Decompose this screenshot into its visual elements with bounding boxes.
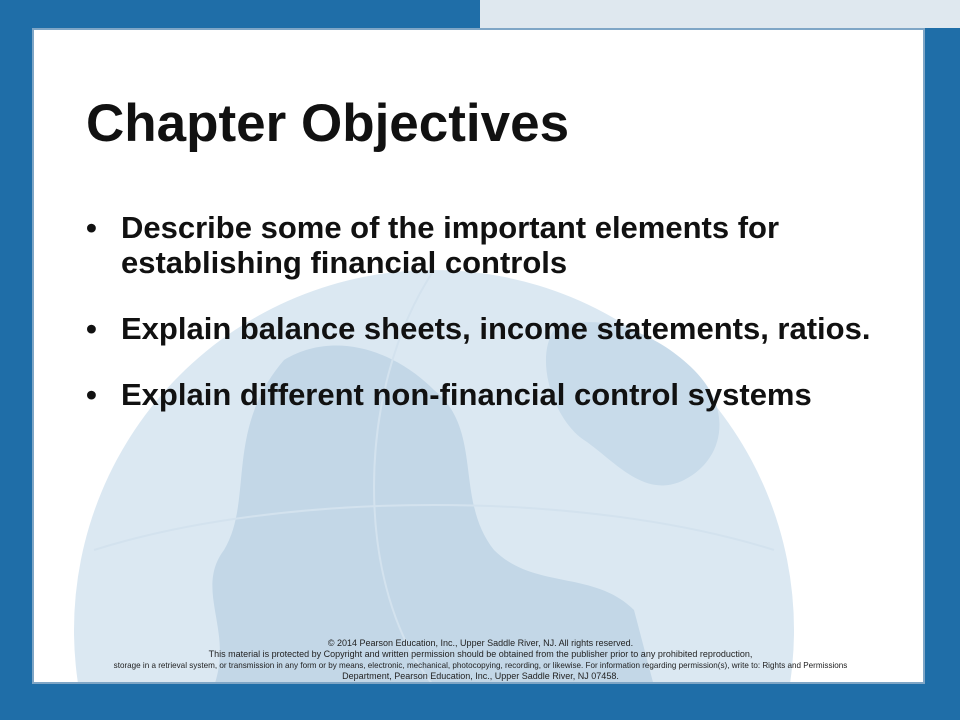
bullet-text: Describe some of the important elements for establishing financial controls (121, 210, 780, 280)
list-item (86, 210, 876, 280)
copyright-line: © 2014 Pearson Education, Inc., Upper Saddle River, NJ. All rights reserved. (327, 638, 634, 648)
bullet-text: Explain different non-financial control systems (121, 377, 812, 412)
bullet-icon: • (86, 210, 97, 245)
bullet-icon: • (86, 377, 97, 412)
list-item (86, 377, 876, 412)
copyright-line: This material is protected by Copyright and written permission should be obtained from the publisher prior to any prohibited reproduction, (208, 649, 753, 659)
copyright-line: Department, Pearson Education, Inc., Upper Saddle River, NJ 07458. (342, 671, 619, 681)
copyright-footer (34, 638, 925, 682)
top-band-dark (0, 0, 480, 28)
slide-panel (32, 28, 925, 684)
top-band-light (480, 0, 960, 28)
bullet-icon: • (86, 311, 97, 346)
page-title: Chapter Objectives (86, 94, 570, 153)
list-item (86, 311, 876, 346)
copyright-line: storage in a retrieval system, or transmission in any form or by means, electronic, mechanical, photocopying, recording, or likewise. For information regarding permission(s), write to: Rights and Permissions (113, 661, 848, 670)
bullet-text: Explain balance sheets, income statements, ratios. (121, 311, 871, 346)
objectives-list (86, 210, 876, 443)
